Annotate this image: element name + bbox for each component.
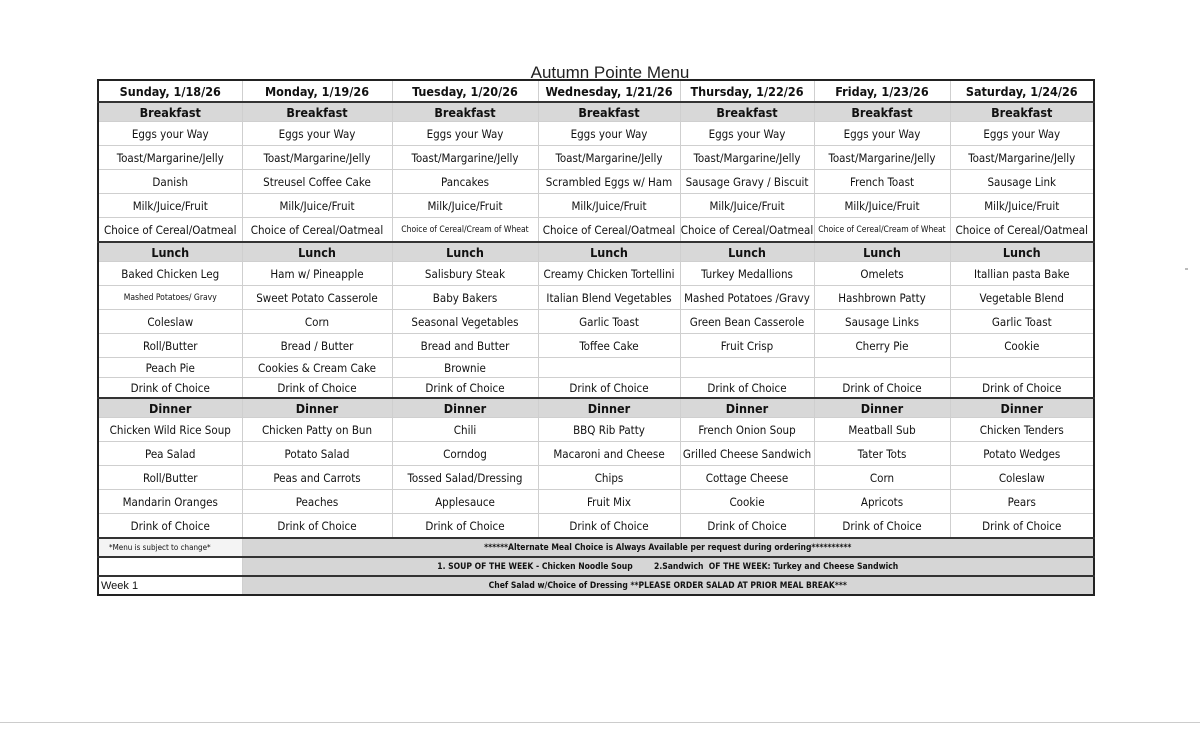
dinner-item-row	[98, 466, 1094, 490]
breakfast-item: Choice of Cereal/Oatmeal	[950, 218, 1094, 243]
dinner-item: Drink of Choice	[680, 514, 814, 539]
dinner-section-label: Dinner	[950, 398, 1094, 418]
breakfast-item: Choice of Cereal/Cream of Wheat	[392, 218, 538, 243]
lunch-item: Bread / Butter	[242, 334, 392, 358]
dinner-item: Pears	[950, 490, 1094, 514]
dinner-header-row	[98, 398, 1094, 418]
dinner-item: Chicken Patty on Bun	[242, 418, 392, 442]
breakfast-section-label: Breakfast	[680, 102, 814, 122]
breakfast-item: Milk/Juice/Fruit	[950, 194, 1094, 218]
lunch-item: Brownie	[392, 358, 538, 378]
lunch-section-label: Lunch	[680, 242, 814, 262]
lunch-item: Fruit Crisp	[680, 334, 814, 358]
dinner-item: Drink of Choice	[98, 514, 242, 539]
day-header: Monday, 1/19/26	[242, 80, 392, 102]
lunch-item: Omelets	[814, 262, 950, 286]
lunch-item-row	[98, 286, 1094, 310]
dinner-section-label: Dinner	[392, 398, 538, 418]
lunch-item: Drink of Choice	[392, 378, 538, 399]
dinner-item: Roll/Butter	[98, 466, 242, 490]
footer-row	[98, 576, 1094, 595]
breakfast-item: Streusel Coffee Cake	[242, 170, 392, 194]
dinner-section-label: Dinner	[680, 398, 814, 418]
breakfast-item: Choice of Cereal/Oatmeal	[242, 218, 392, 243]
breakfast-item: Toast/Margarine/Jelly	[538, 146, 680, 170]
breakfast-item-row	[98, 194, 1094, 218]
lunch-section-label: Lunch	[392, 242, 538, 262]
dinner-item: Potato Salad	[242, 442, 392, 466]
lunch-item: Peach Pie	[98, 358, 242, 378]
lunch-item: Mashed Potatoes /Gravy	[680, 286, 814, 310]
breakfast-section-label: Breakfast	[814, 102, 950, 122]
day-header: Tuesday, 1/20/26	[392, 80, 538, 102]
breakfast-item: Choice of Cereal/Cream of Wheat	[814, 218, 950, 243]
breakfast-item: Toast/Margarine/Jelly	[680, 146, 814, 170]
lunch-item: Green Bean Casserole	[680, 310, 814, 334]
dinner-item: Tater Tots	[814, 442, 950, 466]
dinner-item: Drink of Choice	[814, 514, 950, 539]
soup-sandwich-of-week: 1. SOUP OF THE WEEK - Chicken Noodle Soup 2.Sandwich OF THE WEEK: Turkey and Cheese Sandwich	[242, 557, 1094, 576]
lunch-item: Italian Blend Vegetables	[538, 286, 680, 310]
footer-blank-cell	[98, 557, 242, 576]
dinner-section-label: Dinner	[98, 398, 242, 418]
breakfast-item: Choice of Cereal/Oatmeal	[538, 218, 680, 243]
week-label: Week 1	[98, 576, 242, 595]
dinner-item: French Onion Soup	[680, 418, 814, 442]
breakfast-item-row	[98, 218, 1094, 243]
lunch-item: Salisbury Steak	[392, 262, 538, 286]
breakfast-section-label: Breakfast	[98, 102, 242, 122]
lunch-item-row	[98, 310, 1094, 334]
dinner-section-label: Dinner	[242, 398, 392, 418]
dinner-item: Cookie	[680, 490, 814, 514]
footer-row	[98, 538, 1094, 557]
breakfast-section-label: Breakfast	[538, 102, 680, 122]
day-header: Friday, 1/23/26	[814, 80, 950, 102]
menu-body	[98, 80, 1094, 595]
menu-table	[97, 79, 1095, 596]
lunch-item: Mashed Potatoes/ Gravy	[98, 286, 242, 310]
breakfast-item: French Toast	[814, 170, 950, 194]
dinner-section-label: Dinner	[814, 398, 950, 418]
lunch-item: Cookies & Cream Cake	[242, 358, 392, 378]
lunch-item: Sweet Potato Casserole	[242, 286, 392, 310]
dinner-item: Chicken Tenders	[950, 418, 1094, 442]
lunch-item: Sausage Links	[814, 310, 950, 334]
lunch-item: Garlic Toast	[950, 310, 1094, 334]
breakfast-item: Toast/Margarine/Jelly	[950, 146, 1094, 170]
breakfast-item: Milk/Juice/Fruit	[538, 194, 680, 218]
lunch-item: Drink of Choice	[98, 378, 242, 399]
dinner-section-label: Dinner	[538, 398, 680, 418]
lunch-item: Cookie	[950, 334, 1094, 358]
salad-note: Chef Salad w/Choice of Dressing **PLEASE ORDER SALAD AT PRIOR MEAL BREAK***	[242, 576, 1094, 595]
lunch-item: Coleslaw	[98, 310, 242, 334]
breakfast-item: Eggs your Way	[950, 122, 1094, 146]
lunch-item: Hashbrown Patty	[814, 286, 950, 310]
breakfast-item-row	[98, 146, 1094, 170]
breakfast-item: Sausage Link	[950, 170, 1094, 194]
lunch-item: Garlic Toast	[538, 310, 680, 334]
lunch-item	[680, 358, 814, 378]
lunch-section-label: Lunch	[950, 242, 1094, 262]
day-header: Sunday, 1/18/26	[98, 80, 242, 102]
breakfast-item: Danish	[98, 170, 242, 194]
breakfast-item: Eggs your Way	[242, 122, 392, 146]
lunch-item: Baked Chicken Leg	[98, 262, 242, 286]
dinner-item: Drink of Choice	[950, 514, 1094, 539]
lunch-item: Ham w/ Pineapple	[242, 262, 392, 286]
day-header: Wednesday, 1/21/26	[538, 80, 680, 102]
scan-speck	[1185, 268, 1188, 270]
lunch-item: Turkey Medallions	[680, 262, 814, 286]
breakfast-item-row	[98, 170, 1094, 194]
lunch-item	[814, 358, 950, 378]
lunch-section-label: Lunch	[814, 242, 950, 262]
dinner-item: Applesauce	[392, 490, 538, 514]
dinner-item: Macaroni and Cheese	[538, 442, 680, 466]
breakfast-item: Toast/Margarine/Jelly	[814, 146, 950, 170]
breakfast-section-label: Breakfast	[392, 102, 538, 122]
day-header: Saturday, 1/24/26	[950, 80, 1094, 102]
menu-disclaimer: *Menu is subject to change*	[98, 538, 242, 557]
dinner-item: Drink of Choice	[242, 514, 392, 539]
page-edge-line	[0, 722, 1200, 723]
lunch-section-label: Lunch	[98, 242, 242, 262]
breakfast-item: Eggs your Way	[814, 122, 950, 146]
breakfast-section-label: Breakfast	[242, 102, 392, 122]
day-header: Thursday, 1/22/26	[680, 80, 814, 102]
lunch-item: Baby Bakers	[392, 286, 538, 310]
breakfast-section-label: Breakfast	[950, 102, 1094, 122]
breakfast-item: Eggs your Way	[538, 122, 680, 146]
dinner-item: Tossed Salad/Dressing	[392, 466, 538, 490]
lunch-item-row	[98, 378, 1094, 399]
lunch-item: Creamy Chicken Tortellini	[538, 262, 680, 286]
lunch-item-row	[98, 358, 1094, 378]
dinner-item-row	[98, 442, 1094, 466]
lunch-item: Toffee Cake	[538, 334, 680, 358]
dinner-item-row	[98, 490, 1094, 514]
dinner-item: Drink of Choice	[392, 514, 538, 539]
breakfast-item: Toast/Margarine/Jelly	[98, 146, 242, 170]
dinner-item: BBQ Rib Patty	[538, 418, 680, 442]
lunch-item: Drink of Choice	[680, 378, 814, 399]
lunch-item: Bread and Butter	[392, 334, 538, 358]
lunch-item: Drink of Choice	[814, 378, 950, 399]
breakfast-item: Milk/Juice/Fruit	[242, 194, 392, 218]
lunch-item: Roll/Butter	[98, 334, 242, 358]
dinner-item-row	[98, 514, 1094, 539]
dinner-item: Fruit Mix	[538, 490, 680, 514]
breakfast-item: Choice of Cereal/Oatmeal	[98, 218, 242, 243]
breakfast-item-row	[98, 122, 1094, 146]
breakfast-item: Scrambled Eggs w/ Ham	[538, 170, 680, 194]
dinner-item: Corn	[814, 466, 950, 490]
lunch-item-row	[98, 334, 1094, 358]
breakfast-item: Milk/Juice/Fruit	[98, 194, 242, 218]
breakfast-header-row	[98, 102, 1094, 122]
lunch-item	[950, 358, 1094, 378]
dinner-item: Pea Salad	[98, 442, 242, 466]
dinner-item: Chips	[538, 466, 680, 490]
breakfast-item: Eggs your Way	[392, 122, 538, 146]
menu-title: Autumn Pointe Menu	[530, 63, 690, 82]
dinner-item: Potato Wedges	[950, 442, 1094, 466]
dinner-item: Chili	[392, 418, 538, 442]
breakfast-item: Milk/Juice/Fruit	[392, 194, 538, 218]
breakfast-item: Sausage Gravy / Biscuit	[680, 170, 814, 194]
dinner-item: Cottage Cheese	[680, 466, 814, 490]
lunch-section-label: Lunch	[242, 242, 392, 262]
lunch-item: Vegetable Blend	[950, 286, 1094, 310]
lunch-item: Corn	[242, 310, 392, 334]
dinner-item: Grilled Cheese Sandwich	[680, 442, 814, 466]
dinner-item-row	[98, 418, 1094, 442]
lunch-item: Drink of Choice	[538, 378, 680, 399]
dinner-item: Chicken Wild Rice Soup	[98, 418, 242, 442]
breakfast-item: Toast/Margarine/Jelly	[242, 146, 392, 170]
lunch-header-row	[98, 242, 1094, 262]
lunch-item-row	[98, 262, 1094, 286]
dinner-item: Peas and Carrots	[242, 466, 392, 490]
breakfast-item: Choice of Cereal/Oatmeal	[680, 218, 814, 243]
dinner-item: Apricots	[814, 490, 950, 514]
breakfast-item: Pancakes	[392, 170, 538, 194]
lunch-item	[538, 358, 680, 378]
day-header-row	[98, 80, 1094, 102]
lunch-item: Itallian pasta Bake	[950, 262, 1094, 286]
dinner-item: Peaches	[242, 490, 392, 514]
footer-row	[98, 557, 1094, 576]
breakfast-item: Eggs your Way	[98, 122, 242, 146]
lunch-item: Drink of Choice	[242, 378, 392, 399]
dinner-item: Mandarin Oranges	[98, 490, 242, 514]
lunch-item: Cherry Pie	[814, 334, 950, 358]
lunch-item: Drink of Choice	[950, 378, 1094, 399]
dinner-item: Drink of Choice	[538, 514, 680, 539]
alternate-meal-note: ******Alternate Meal Choice is Always Available per request during ordering**********	[242, 538, 1094, 557]
dinner-item: Meatball Sub	[814, 418, 950, 442]
breakfast-item: Milk/Juice/Fruit	[814, 194, 950, 218]
lunch-section-label: Lunch	[538, 242, 680, 262]
dinner-item: Corndog	[392, 442, 538, 466]
lunch-item: Seasonal Vegetables	[392, 310, 538, 334]
dinner-item: Coleslaw	[950, 466, 1094, 490]
breakfast-item: Toast/Margarine/Jelly	[392, 146, 538, 170]
breakfast-item: Eggs your Way	[680, 122, 814, 146]
breakfast-item: Milk/Juice/Fruit	[680, 194, 814, 218]
